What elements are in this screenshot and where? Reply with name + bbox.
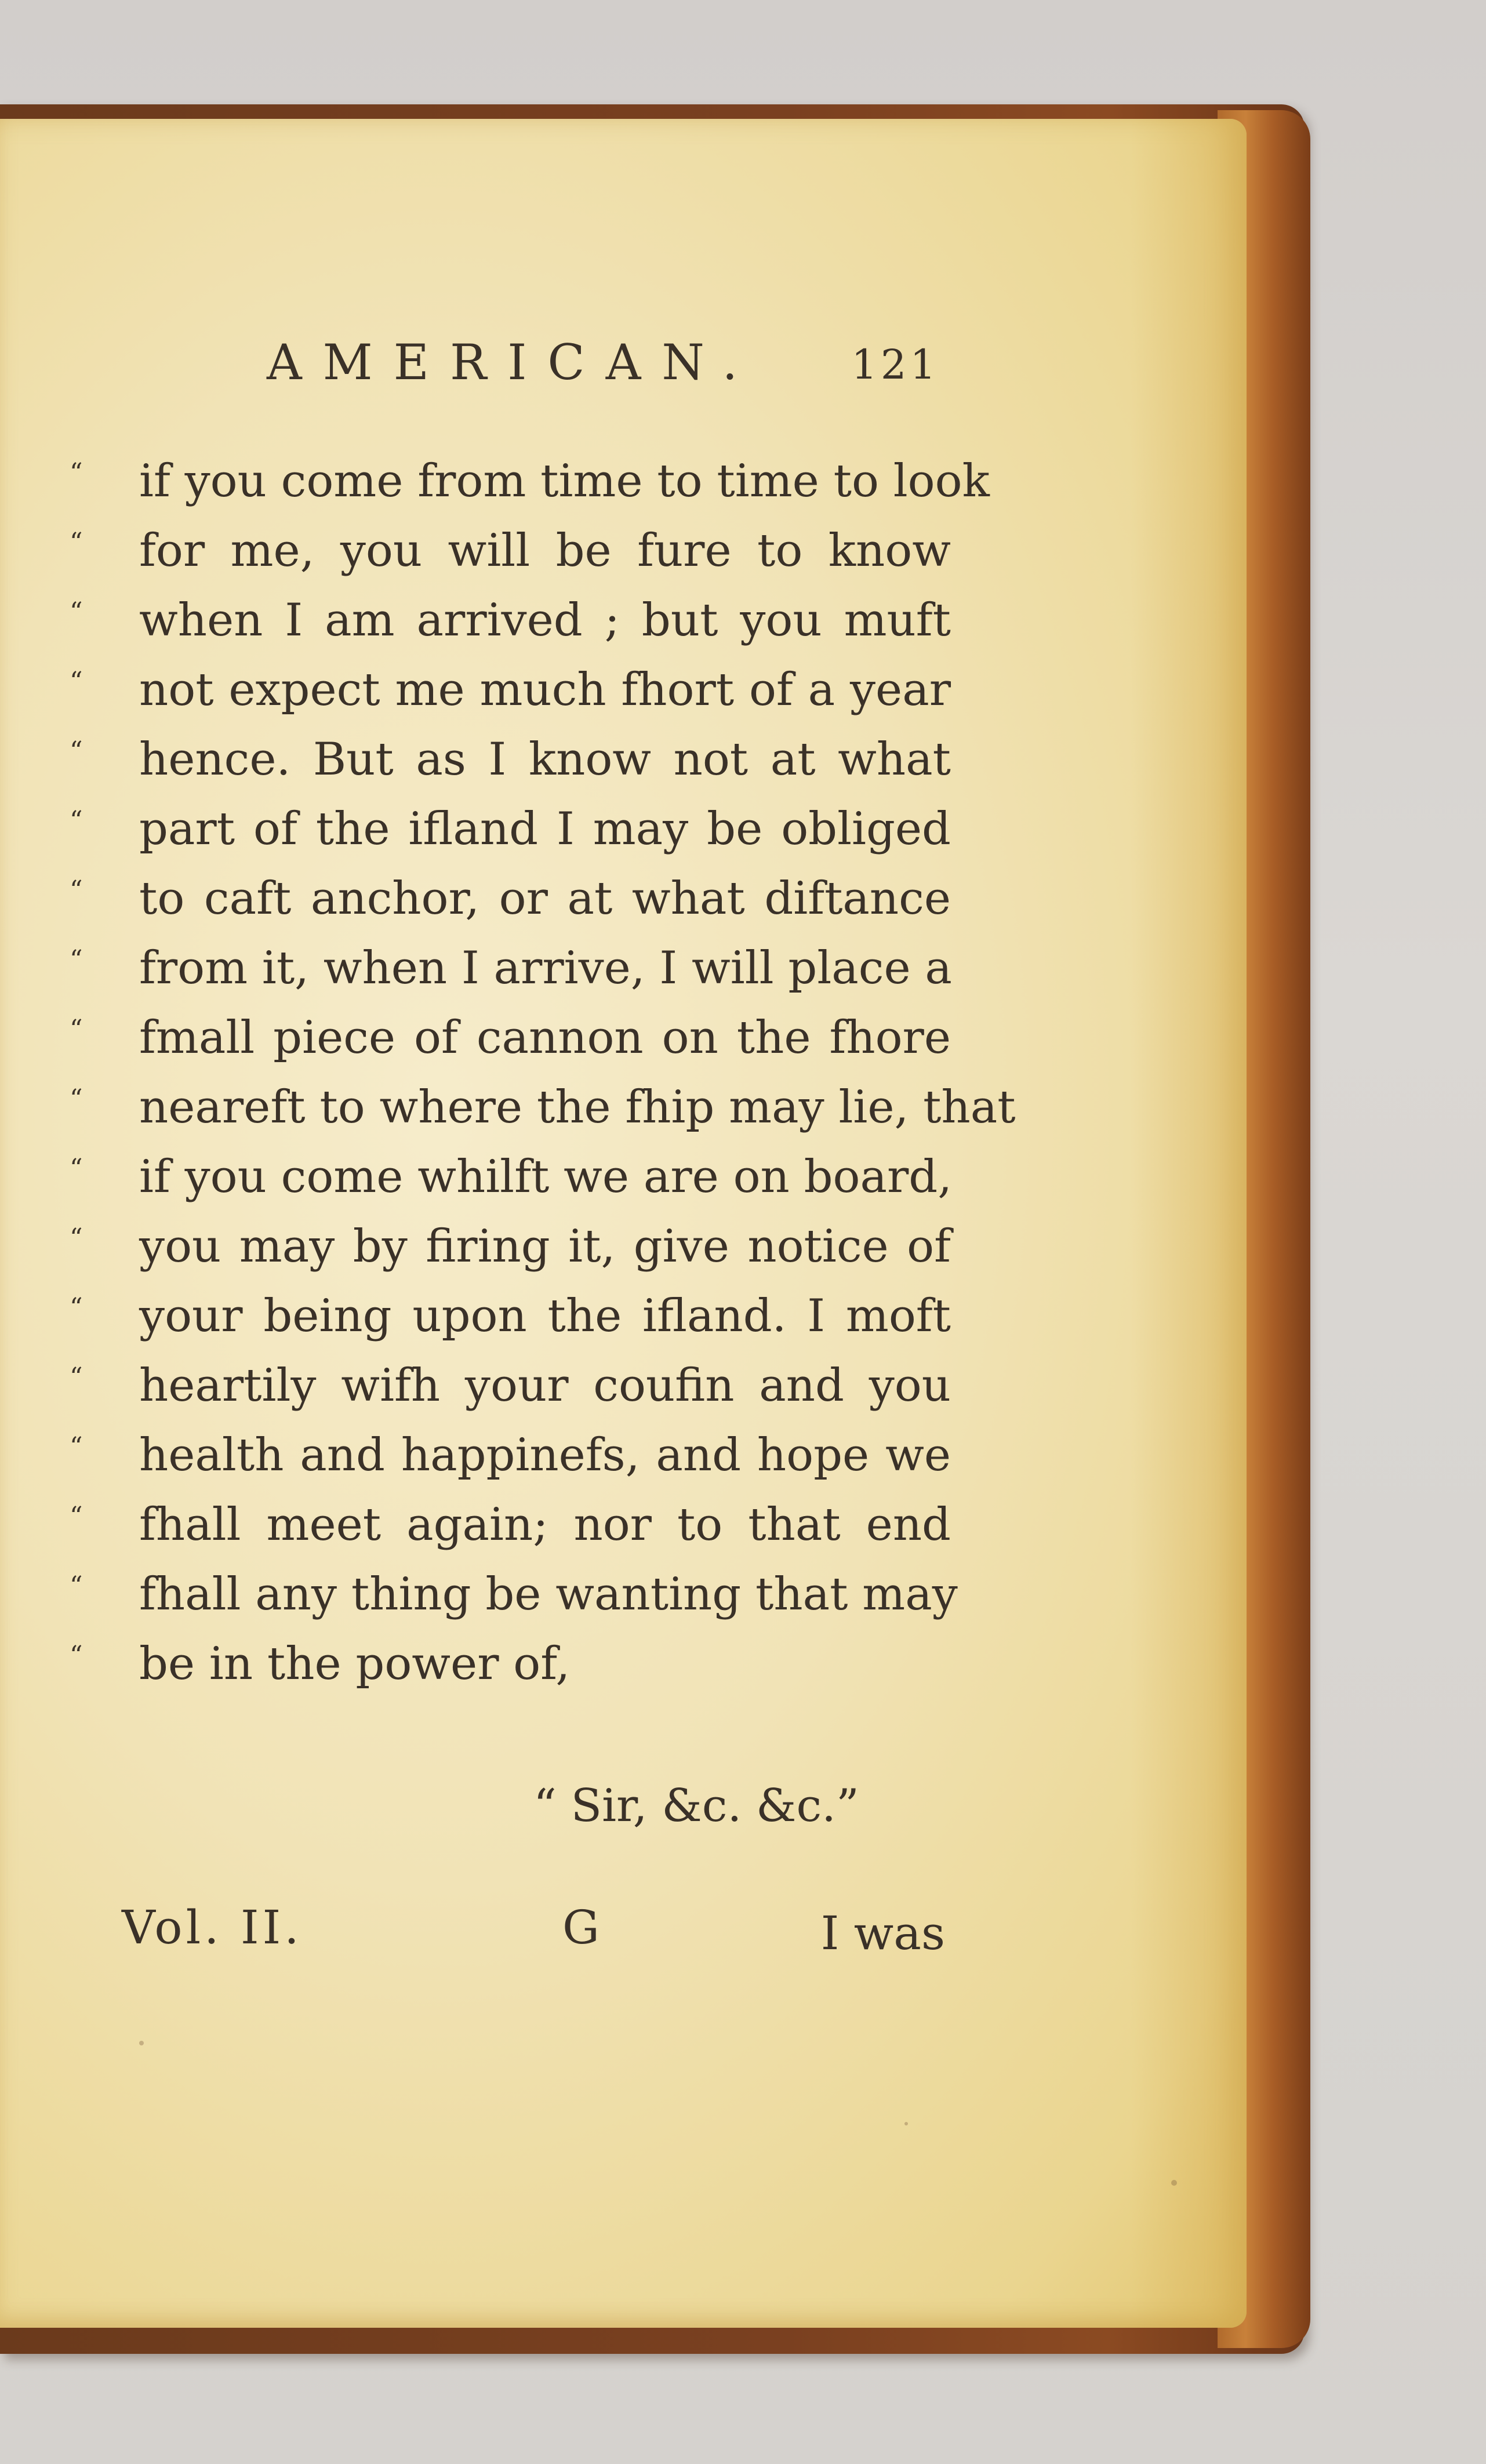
quote-mark: “	[70, 1015, 84, 1044]
line-text: if you come whilft we are on board,	[139, 1151, 952, 1203]
quote-mark: “	[70, 1223, 84, 1253]
line-text: your being upon the ifland. I moft	[139, 1290, 951, 1342]
text-line	[70, 1212, 951, 1281]
quote-mark: “	[70, 1084, 84, 1114]
line-text: health and happinefs, and hope we	[139, 1429, 951, 1481]
line-text: fhall meet again; nor to that end	[139, 1499, 951, 1551]
line-text: hence. But as I know not at what	[139, 733, 951, 786]
quote-mark: “	[70, 528, 84, 557]
page-header	[267, 330, 951, 394]
text-line	[70, 446, 990, 516]
quote-mark: “	[70, 806, 84, 835]
quote-mark: “	[70, 1571, 84, 1601]
line-text: when I am arrived ; but you muft	[139, 594, 951, 646]
line-text: from it, when I arrive, I will place a	[139, 942, 952, 994]
body-text	[70, 446, 1016, 1699]
line-text: to caft anchor, or at what diftance	[139, 873, 951, 925]
text-line	[70, 1142, 951, 1212]
text-line	[70, 864, 951, 933]
line-text: not expect me much fhort of a year	[139, 664, 951, 716]
line-text: fmall piece of cannon on the fhore	[139, 1012, 951, 1064]
quote-mark: “	[70, 1154, 84, 1183]
quote-mark: “	[70, 945, 84, 975]
line-text: heartily wifh your coufin and you	[139, 1360, 951, 1412]
text-line	[70, 725, 951, 794]
paper-speck	[904, 2122, 908, 2125]
text-line	[70, 655, 951, 725]
paper-speck	[1171, 2180, 1177, 2186]
signature-mark: G	[562, 1900, 600, 1954]
text-line	[70, 1003, 951, 1073]
line-text: neareft to where the fhip may lie, that	[139, 1081, 1016, 1133]
quote-mark: “	[70, 458, 84, 488]
quote-mark: “	[70, 1362, 84, 1392]
quote-mark: “	[70, 1641, 84, 1670]
quote-mark: “	[70, 597, 84, 627]
text-line	[70, 1420, 951, 1490]
line-text: if you come from time to time to look	[139, 455, 990, 507]
text-line	[70, 794, 951, 864]
letter-closing: “ Sir, &c. &c.”	[533, 1780, 859, 1832]
text-line	[70, 516, 951, 586]
page-number: 121	[851, 341, 939, 388]
quote-mark: “	[70, 667, 84, 696]
catchword: I was	[820, 1906, 945, 1960]
quote-mark: “	[70, 1502, 84, 1531]
text-line	[70, 1490, 951, 1560]
line-text: fhall any thing be wanting that may	[139, 1568, 958, 1620]
text-line	[70, 1073, 1016, 1142]
quote-mark: “	[70, 1432, 84, 1462]
page-footer	[122, 1896, 945, 1960]
quote-mark: “	[70, 875, 84, 905]
text-line	[70, 1351, 951, 1420]
text-line	[70, 1281, 951, 1351]
line-text: part of the ifland I may be obliged	[139, 803, 951, 855]
volume-label: Vol. II.	[122, 1900, 303, 1954]
paper-speck	[139, 2041, 144, 2045]
text-line	[70, 1629, 951, 1699]
running-head: AMERICAN.	[267, 334, 759, 391]
text-line	[70, 1560, 958, 1629]
line-text: you may by firing it, give notice of	[139, 1220, 951, 1273]
text-line	[70, 933, 951, 1003]
line-text: be in the power of,	[139, 1638, 571, 1690]
quote-mark: “	[70, 1293, 84, 1322]
quote-mark: “	[70, 736, 84, 766]
text-line	[70, 586, 951, 655]
line-text: for me, you will be fure to know	[139, 525, 951, 577]
